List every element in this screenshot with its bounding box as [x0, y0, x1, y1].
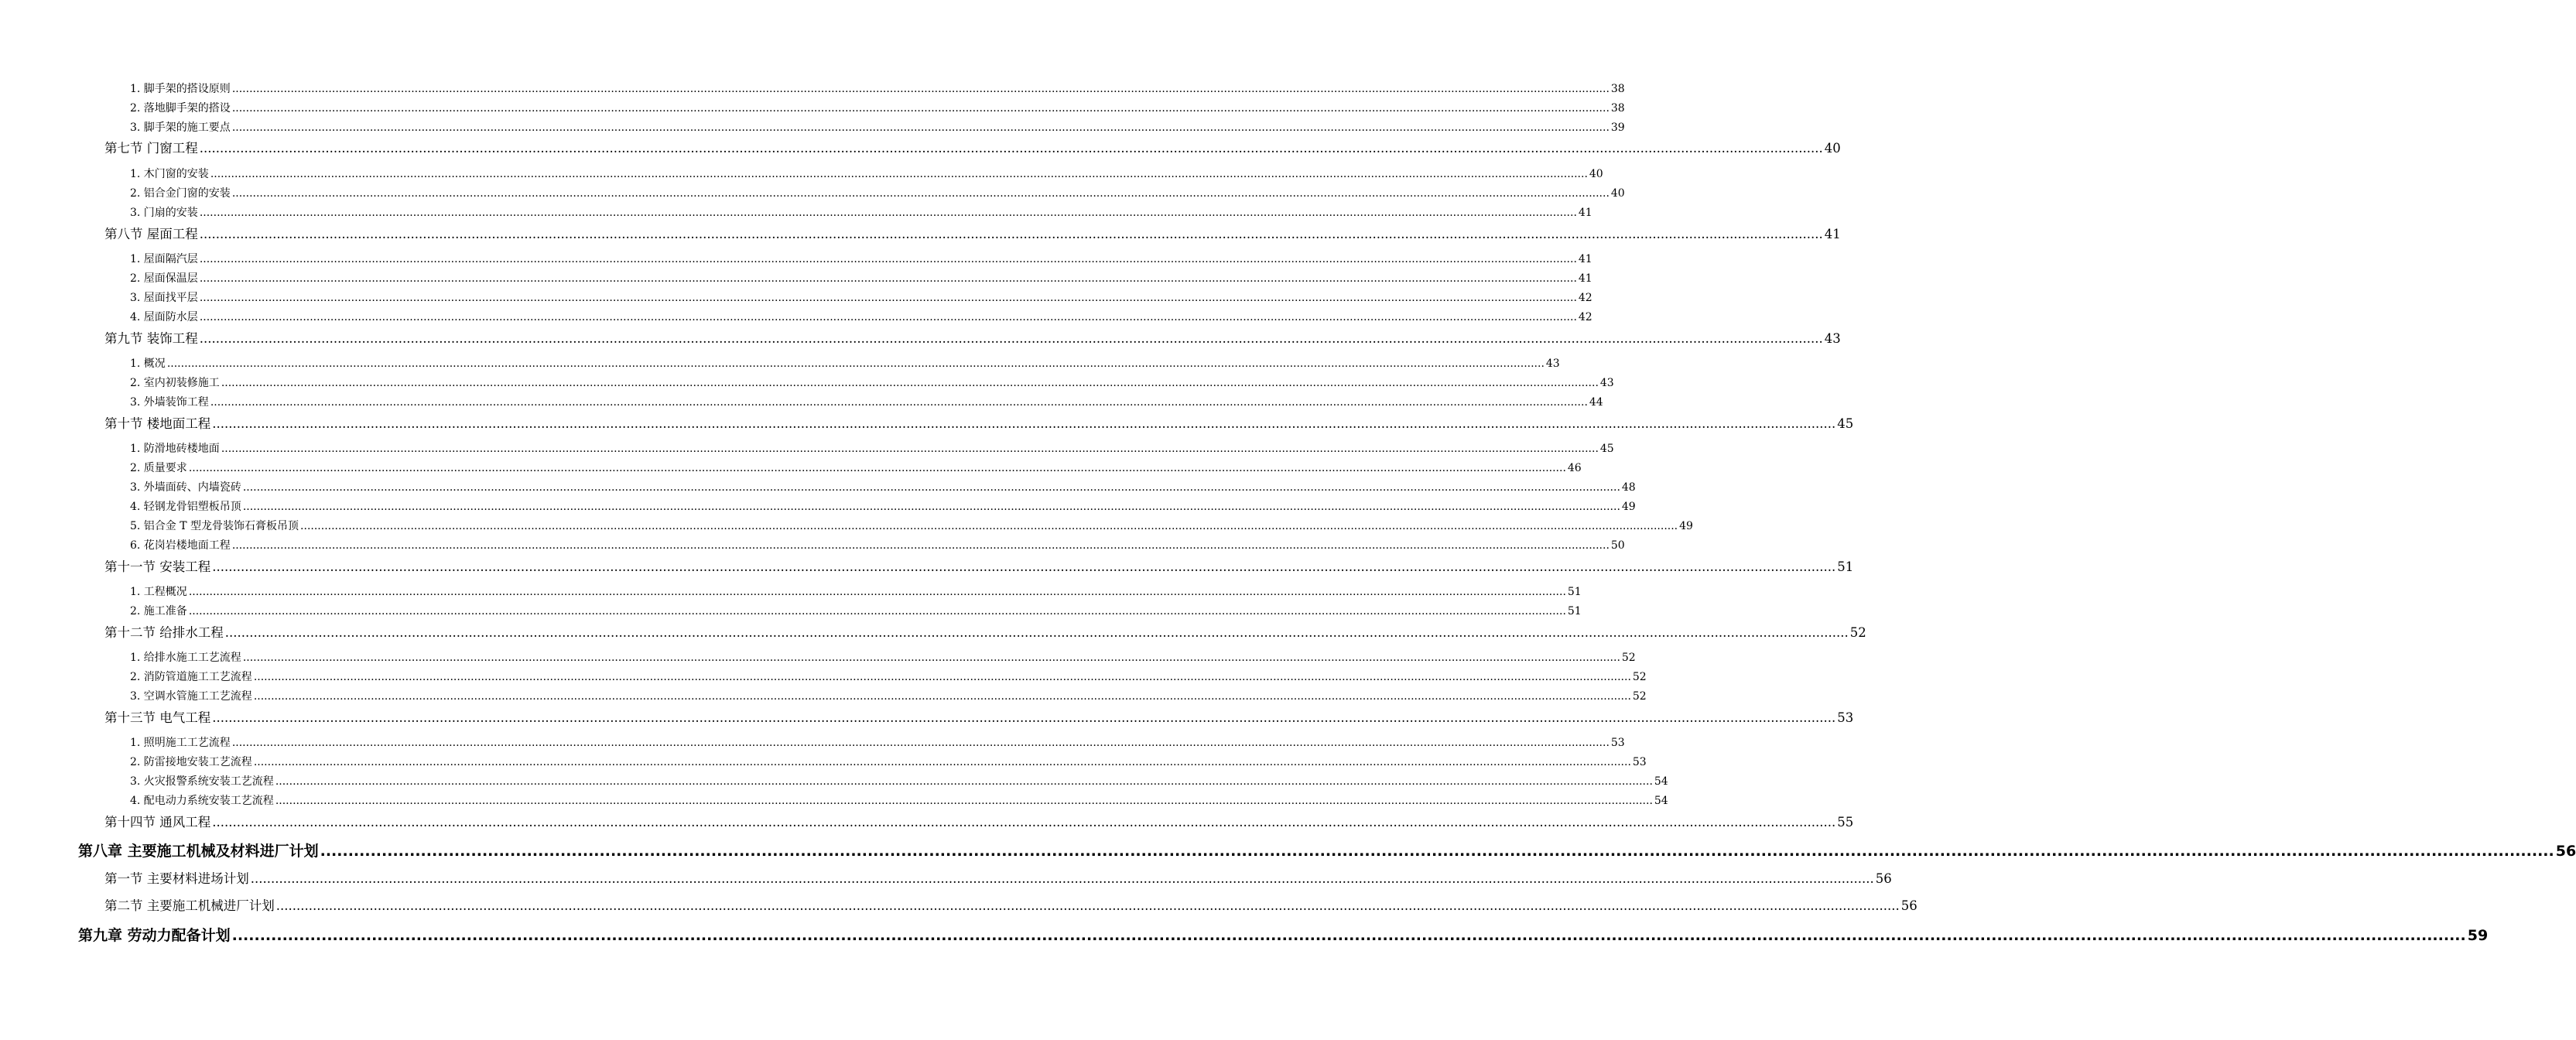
- toc-dot-leader: ................................................................................................................................................................................................................................................................................................................................................................................................................: [166, 358, 1545, 370]
- toc-page-number: 52: [1632, 671, 1647, 683]
- toc-page-number: 45: [1837, 416, 1854, 431]
- toc-page-number: 38: [1610, 83, 1625, 95]
- toc-dot-leader: ................................................................................................................................................................................................................................................................................................................................................................................................................: [275, 795, 1653, 807]
- toc-subsection-entry[interactable]: [130, 537, 1625, 552]
- toc-subsection-entry[interactable]: [130, 479, 1636, 494]
- toc-entry-title: 1. 概况: [130, 358, 166, 370]
- toc-dot-leader: ................................................................................................................................................................................................................................................................................................................................................................................................................: [242, 652, 1620, 664]
- toc-entry-title: 2. 室内初装修施工: [130, 377, 220, 389]
- toc-entry-title: 第十三节 电气工程: [104, 710, 211, 725]
- toc-dot-leader: ................................................................................................................................................................................................................................................................................................................................................................................................................: [199, 227, 1823, 241]
- toc-subsection-entry[interactable]: [130, 754, 1647, 769]
- toc-subsection-entry[interactable]: [130, 185, 1625, 200]
- toc-section-entry[interactable]: [104, 556, 1854, 575]
- toc-entry-title: 3. 外墙装饰工程: [130, 396, 209, 409]
- toc-page-number: 46: [1567, 462, 1582, 474]
- toc-subsection-entry[interactable]: [130, 440, 1614, 456]
- toc-entry-title: 1. 木门窗的安装: [130, 168, 209, 180]
- toc-subsection-entry[interactable]: [130, 669, 1647, 684]
- toc-dot-leader: ................................................................................................................................................................................................................................................................................................................................................................................................................: [199, 207, 1577, 219]
- toc-entry-title: 5. 铝合金 T 型龙骨装饰石膏板吊顶: [130, 520, 299, 532]
- toc-entry-title: 2. 防雷接地安装工艺流程: [130, 756, 252, 768]
- toc-dot-leader: ................................................................................................................................................................................................................................................................................................................................................................................................................: [253, 756, 1631, 768]
- toc-subsection-entry[interactable]: [130, 792, 1668, 808]
- toc-subsection-entry[interactable]: [130, 460, 1582, 475]
- toc-dot-leader: ................................................................................................................................................................................................................................................................................................................................................................................................................: [231, 927, 2466, 944]
- toc-entry-title: 第十二节 给排水工程: [104, 625, 224, 640]
- toc-subsection-entry[interactable]: [130, 649, 1636, 665]
- toc-page-number: 42: [1578, 292, 1592, 304]
- toc-page-number: 43: [1824, 331, 1841, 346]
- toc-entry-title: 第八节 屋面工程: [104, 227, 198, 241]
- toc-section-entry[interactable]: [104, 868, 1892, 887]
- toc-entry-title: 3. 外墙面砖、内墙瓷砖: [130, 481, 241, 494]
- toc-page-number: 49: [1679, 520, 1693, 532]
- toc-entry-title: 第二节 主要施工机械进厂计划: [104, 898, 275, 913]
- toc-subsection-entry[interactable]: [130, 289, 1592, 305]
- toc-dot-leader: ................................................................................................................................................................................................................................................................................................................................................................................................................: [212, 710, 1836, 725]
- toc-dot-leader: ................................................................................................................................................................................................................................................................................................................................................................................................................: [231, 539, 1610, 552]
- toc-page-number: 53: [1837, 710, 1854, 725]
- toc-entry-title: 4. 轻钢龙骨铝塑板吊顶: [130, 501, 241, 513]
- toc-entry-title: 1. 照明施工工艺流程: [130, 737, 231, 749]
- toc-dot-leader: ................................................................................................................................................................................................................................................................................................................................................................................................................: [199, 253, 1577, 265]
- toc-entry-title: 1. 防滑地砖楼地面: [130, 443, 220, 455]
- toc-dot-leader: ................................................................................................................................................................................................................................................................................................................................................................................................................: [210, 168, 1588, 180]
- toc-entry-title: 第一节 主要材料进场计划: [104, 871, 249, 886]
- toc-section-entry[interactable]: [104, 895, 1917, 914]
- toc-subsection-entry[interactable]: [130, 394, 1603, 409]
- toc-section-entry[interactable]: [104, 622, 1866, 641]
- toc-entry-title: 第十四节 通风工程: [104, 815, 211, 830]
- toc-page-number: 49: [1621, 501, 1636, 513]
- toc-subsection-entry[interactable]: [130, 603, 1582, 618]
- toc-dot-leader: ................................................................................................................................................................................................................................................................................................................................................................................................................: [199, 141, 1823, 156]
- toc-entry-title: 第八章 主要施工机械及材料进厂计划: [78, 843, 319, 860]
- toc-dot-leader: ................................................................................................................................................................................................................................................................................................................................................................................................................: [242, 481, 1620, 494]
- toc-subsection-entry[interactable]: [130, 80, 1625, 96]
- toc-page-number: 51: [1567, 605, 1582, 618]
- toc-dot-leader: ................................................................................................................................................................................................................................................................................................................................................................................................................: [253, 671, 1631, 683]
- toc-page-number: 40: [1589, 168, 1603, 180]
- toc-page-number: 43: [1599, 377, 1614, 389]
- toc-dot-leader: ................................................................................................................................................................................................................................................................................................................................................................................................................: [221, 377, 1599, 389]
- toc-entry-title: 2. 铝合金门窗的安装: [130, 187, 231, 200]
- toc-entry-title: 4. 配电动力系统安装工艺流程: [130, 795, 274, 807]
- toc-subsection-entry[interactable]: [130, 251, 1592, 266]
- toc-section-entry[interactable]: [104, 224, 1841, 242]
- toc-dot-leader: ................................................................................................................................................................................................................................................................................................................................................................................................................: [320, 843, 2554, 860]
- toc-page-number: 52: [1849, 625, 1866, 640]
- toc-page-number: 53: [1610, 737, 1625, 749]
- toc-dot-leader: ................................................................................................................................................................................................................................................................................................................................................................................................................: [199, 292, 1577, 304]
- toc-entry-title: 第十一节 安装工程: [104, 559, 211, 574]
- toc-page-number: 38: [1610, 102, 1625, 115]
- toc-page-number: 52: [1621, 652, 1636, 664]
- toc-page-number: 41: [1578, 272, 1592, 285]
- toc-page-number: 56: [2555, 843, 2576, 860]
- toc-entry-title: 4. 屋面防水层: [130, 311, 198, 323]
- toc-entry-title: 2. 质量要求: [130, 462, 187, 474]
- toc-dot-leader: ................................................................................................................................................................................................................................................................................................................................................................................................................: [221, 443, 1599, 455]
- toc-section-entry[interactable]: [104, 707, 1854, 726]
- toc-subsection-entry[interactable]: [130, 773, 1668, 789]
- toc-page-number: 41: [1578, 207, 1592, 219]
- toc-page-number: 51: [1837, 559, 1854, 574]
- toc-dot-leader: ................................................................................................................................................................................................................................................................................................................................................................................................................: [253, 690, 1631, 703]
- toc-dot-leader: ................................................................................................................................................................................................................................................................................................................................................................................................................: [199, 311, 1577, 323]
- toc-page-number: 56: [1875, 871, 1892, 886]
- toc-subsection-entry[interactable]: [130, 204, 1592, 220]
- toc-page-number: 39: [1610, 121, 1625, 134]
- toc-page-number: 59: [2467, 927, 2489, 944]
- toc-page-number: 52: [1632, 690, 1647, 703]
- toc-subsection-entry[interactable]: [130, 355, 1560, 371]
- toc-dot-leader: ................................................................................................................................................................................................................................................................................................................................................................................................................: [231, 737, 1610, 749]
- toc-subsection-entry[interactable]: [130, 309, 1592, 324]
- toc-dot-leader: ................................................................................................................................................................................................................................................................................................................................................................................................................: [231, 102, 1610, 115]
- toc-section-entry[interactable]: [104, 812, 1854, 830]
- toc-entry-title: 2. 消防管道施工工艺流程: [130, 671, 252, 683]
- toc-entry-title: 6. 花岗岩楼地面工程: [130, 539, 231, 552]
- toc-subsection-entry[interactable]: [130, 375, 1614, 390]
- toc-entry-title: 2. 施工准备: [130, 605, 187, 618]
- toc-subsection-entry[interactable]: [130, 166, 1603, 181]
- toc-page-number: 40: [1610, 187, 1625, 200]
- toc-entry-title: 3. 空调水管施工工艺流程: [130, 690, 252, 703]
- toc-dot-leader: ................................................................................................................................................................................................................................................................................................................................................................................................................: [199, 331, 1823, 346]
- toc-section-entry[interactable]: [104, 328, 1841, 347]
- toc-dot-leader: ................................................................................................................................................................................................................................................................................................................................................................................................................: [224, 625, 1849, 640]
- toc-section-entry[interactable]: [104, 413, 1854, 432]
- toc-subsection-entry[interactable]: [130, 688, 1647, 703]
- toc-page-number: 41: [1578, 253, 1592, 265]
- toc-page-number: 42: [1578, 311, 1592, 323]
- toc-dot-leader: ................................................................................................................................................................................................................................................................................................................................................................................................................: [212, 416, 1836, 431]
- toc-entry-title: 2. 屋面保温层: [130, 272, 198, 285]
- toc-entry-title: 1. 给排水施工工艺流程: [130, 652, 241, 664]
- toc-entry-title: 3. 屋面找平层: [130, 292, 198, 304]
- toc-entry-title: 3. 脚手架的施工要点: [130, 121, 231, 134]
- toc-entry-title: 第十节 楼地面工程: [104, 416, 211, 431]
- toc-entry-title: 1. 脚手架的搭设原则: [130, 83, 231, 95]
- toc-dot-leader: ................................................................................................................................................................................................................................................................................................................................................................................................................: [275, 898, 1900, 913]
- toc-page-number: 56: [1900, 898, 1917, 913]
- toc-page-number: 43: [1545, 358, 1560, 370]
- toc-page-number: 53: [1632, 756, 1647, 768]
- toc-dot-leader: ................................................................................................................................................................................................................................................................................................................................................................................................................: [188, 586, 1566, 598]
- toc-dot-leader: ................................................................................................................................................................................................................................................................................................................................................................................................................: [242, 501, 1620, 513]
- toc-dot-leader: ................................................................................................................................................................................................................................................................................................................................................................................................................: [231, 187, 1610, 200]
- toc-subsection-entry[interactable]: [130, 498, 1636, 514]
- toc-subsection-entry[interactable]: [130, 734, 1625, 750]
- toc-subsection-entry[interactable]: [130, 119, 1625, 135]
- toc-entry-title: 1. 屋面隔汽层: [130, 253, 198, 265]
- toc-subsection-entry[interactable]: [130, 518, 1693, 533]
- toc-dot-leader: ................................................................................................................................................................................................................................................................................................................................................................................................................: [188, 605, 1566, 618]
- toc-entry-title: 2. 落地脚手架的搭设: [130, 102, 231, 115]
- toc-entry-title: 1. 工程概况: [130, 586, 187, 598]
- toc-page-number: 45: [1599, 443, 1614, 455]
- toc-subsection-entry[interactable]: [130, 100, 1625, 115]
- toc-dot-leader: ................................................................................................................................................................................................................................................................................................................................................................................................................: [300, 520, 1678, 532]
- toc-page-number: 51: [1567, 586, 1582, 598]
- toc-chapter-entry[interactable]: [78, 924, 2489, 945]
- toc-page-number: 54: [1654, 795, 1668, 807]
- toc-dot-leader: ................................................................................................................................................................................................................................................................................................................................................................................................................: [212, 559, 1836, 574]
- toc-section-entry[interactable]: [104, 138, 1841, 156]
- toc-entry-title: 3. 火灾报警系统安装工艺流程: [130, 775, 274, 788]
- toc-page-number: 54: [1654, 775, 1668, 788]
- toc-dot-leader: ................................................................................................................................................................................................................................................................................................................................................................................................................: [212, 815, 1836, 830]
- toc-dot-leader: ................................................................................................................................................................................................................................................................................................................................................................................................................: [210, 396, 1588, 409]
- toc-dot-leader: ................................................................................................................................................................................................................................................................................................................................................................................................................: [275, 775, 1653, 788]
- toc-page-number: 50: [1610, 539, 1625, 552]
- toc-dot-leader: ................................................................................................................................................................................................................................................................................................................................................................................................................: [199, 272, 1577, 285]
- toc-page-number: 48: [1621, 481, 1636, 494]
- toc-entry-title: 第七节 门窗工程: [104, 141, 198, 156]
- toc-entry-title: 第九章 劳动力配备计划: [78, 927, 231, 944]
- toc-dot-leader: ................................................................................................................................................................................................................................................................................................................................................................................................................: [188, 462, 1566, 474]
- toc-subsection-entry[interactable]: [130, 583, 1582, 599]
- toc-dot-leader: ................................................................................................................................................................................................................................................................................................................................................................................................................: [231, 83, 1610, 95]
- toc-page-number: 40: [1824, 141, 1841, 156]
- toc-dot-leader: ................................................................................................................................................................................................................................................................................................................................................................................................................: [231, 121, 1610, 134]
- toc-entry-title: 3. 门扇的安装: [130, 207, 198, 219]
- toc-page-number: 55: [1837, 815, 1854, 830]
- toc-chapter-entry[interactable]: [78, 840, 2576, 860]
- toc-entry-title: 第九节 装饰工程: [104, 331, 198, 346]
- toc-page-number: 41: [1824, 227, 1841, 241]
- toc-page-number: 44: [1589, 396, 1603, 409]
- toc-subsection-entry[interactable]: [130, 270, 1592, 286]
- toc-dot-leader: ................................................................................................................................................................................................................................................................................................................................................................................................................: [250, 871, 1874, 886]
